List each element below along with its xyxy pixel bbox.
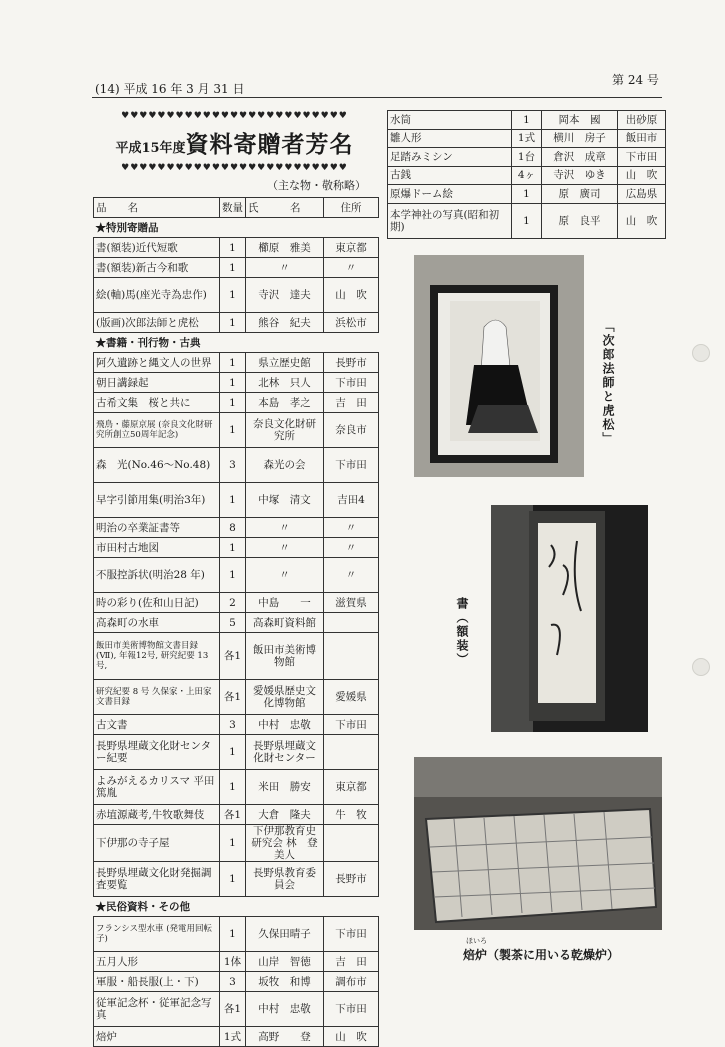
hoiro-illustration (414, 757, 662, 930)
section-folk: ★民俗資料・その他 (94, 897, 379, 917)
cell-addr: 牛 牧 (324, 805, 379, 825)
cell-donor: 中村 忠敬 (246, 715, 324, 735)
table-row (94, 715, 379, 735)
cell-donor: 大倉 隆夫 (246, 805, 324, 825)
cell-addr: 下市田 (618, 148, 666, 167)
cell-qty: 1 (220, 770, 246, 805)
cell-addr: 〃 (324, 538, 379, 558)
cell-donor: 熊谷 紀夫 (246, 313, 324, 333)
table-row (94, 373, 379, 393)
cell-item: 長野県埋蔵文化財センター紀要 (94, 735, 220, 770)
cell-item: 高森町の水車 (94, 613, 220, 633)
cell-qty: 1式 (220, 1027, 246, 1047)
cell-addr: 滋賀県 (324, 593, 379, 613)
table-row (94, 238, 379, 258)
cell-qty: 1 (512, 203, 542, 238)
cell-addr (324, 735, 379, 770)
cell-item: 古文書 (94, 715, 220, 735)
cell-donor: 原 廣司 (542, 185, 618, 204)
cell-addr: 〃 (324, 258, 379, 278)
binder-hole-bottom (692, 658, 710, 676)
cell-item: 原爆ドーム絵 (388, 185, 512, 204)
cell-donor: 山岸 智徳 (246, 952, 324, 972)
title-year: 平成15年度 (115, 141, 186, 156)
table-row (94, 413, 379, 448)
cell-addr: 東京都 (324, 238, 379, 258)
cell-qty: 1 (220, 393, 246, 413)
cell-item: 明治の卒業証書等 (94, 518, 220, 538)
cell-addr: 奈良市 (324, 413, 379, 448)
cell-addr: 山 吹 (324, 278, 379, 313)
cell-addr: 下市田 (324, 448, 379, 483)
photo-print (414, 255, 584, 477)
cell-qty: 3 (220, 448, 246, 483)
cell-addr (324, 633, 379, 680)
cell-donor: 森光の会 (246, 448, 324, 483)
cell-qty: 各1 (220, 992, 246, 1027)
cell-qty: 1 (220, 917, 246, 952)
cell-qty: 1 (220, 538, 246, 558)
cell-donor: 高野 登 (246, 1027, 324, 1047)
cell-item: 水筒 (388, 111, 512, 130)
header-row (94, 198, 379, 218)
cell-item: 従軍記念杯・従軍記念写真 (94, 992, 220, 1027)
cell-addr: 愛媛県 (324, 680, 379, 715)
cell-item: (版画)次郎法師と虎松 (94, 313, 220, 333)
cell-item: 絵(軸)馬(座光寺為忠作) (94, 278, 220, 313)
cell-item: 不服控訴状(明治28 年) (94, 558, 220, 593)
table-row (94, 353, 379, 373)
cell-qty: 2 (220, 593, 246, 613)
note: （主な物・敬称略） (267, 179, 366, 192)
donor-table-continued (387, 110, 666, 239)
cell-qty: 1体 (220, 952, 246, 972)
cell-addr: 山 吹 (618, 166, 666, 185)
cell-donor: 長野県教育委員会 (246, 862, 324, 897)
cell-qty: 1 (220, 258, 246, 278)
cell-donor: 坂牧 和博 (246, 972, 324, 992)
issue-date: (14) 平成 16 年 3 月 31 日 (95, 82, 245, 96)
cell-item: 雛人形 (388, 129, 512, 148)
cell-item: 早字引節用集(明治3年) (94, 483, 220, 518)
cell-addr: 出砂原 (618, 111, 666, 130)
cell-donor: 〃 (246, 558, 324, 593)
cell-donor: 下伊那教育史研究会 林 登美人 (246, 825, 324, 862)
cell-donor: 〃 (246, 258, 324, 278)
cell-donor: 櫛原 雅美 (246, 238, 324, 258)
title-block (97, 111, 372, 178)
cell-addr: 長野市 (324, 862, 379, 897)
caption-photo3-ruby: ほいろ (466, 937, 487, 945)
table-row (94, 278, 379, 313)
cell-addr: 〃 (324, 558, 379, 593)
cell-qty: 1式 (512, 129, 542, 148)
table-row (388, 148, 666, 167)
caption-photo1: 「次郎法師と虎松」 (601, 320, 615, 446)
cell-addr (324, 613, 379, 633)
section-books: ★書籍・刊行物・古典 (94, 333, 379, 353)
title-main: 資料寄贈者芳名 (185, 132, 354, 158)
cell-qty: 3 (220, 715, 246, 735)
table-row (388, 129, 666, 148)
table-row (94, 972, 379, 992)
cell-donor: 〃 (246, 538, 324, 558)
cell-qty: 1 (220, 825, 246, 862)
cell-donor: 米田 勝安 (246, 770, 324, 805)
cell-addr: 下市田 (324, 917, 379, 952)
table-row (94, 992, 379, 1027)
cell-qty: 1 (220, 353, 246, 373)
cell-addr: 下市田 (324, 715, 379, 735)
table-row (94, 393, 379, 413)
cell-item: よみがえるカリスマ 平田篤胤 (94, 770, 220, 805)
cell-donor: 県立歴史館 (246, 353, 324, 373)
cell-donor: 倉沢 成章 (542, 148, 618, 167)
cell-donor: 中塚 清文 (246, 483, 324, 518)
table-row (94, 735, 379, 770)
cell-addr: 山 吹 (618, 203, 666, 238)
cell-item: 長野県埋蔵文化財発掘調査要覧 (94, 862, 220, 897)
cell-item: 市田村古地図 (94, 538, 220, 558)
cell-qty: 1 (220, 558, 246, 593)
table-row (388, 203, 666, 238)
cell-donor: 愛媛県歴史文化博物館 (246, 680, 324, 715)
table-row (94, 825, 379, 862)
cell-donor: 寺沢 ゆき (542, 166, 618, 185)
cell-donor: 長野県埋蔵文化財センター (246, 735, 324, 770)
caption-photo3: 焙炉（製茶に用いる乾燥炉） (463, 948, 620, 962)
cell-item: 古希文集 桜と共に (94, 393, 220, 413)
photo-scroll (491, 505, 648, 732)
cell-donor: 中島 一 (246, 593, 324, 613)
cell-donor: 原 良平 (542, 203, 618, 238)
table-row (94, 448, 379, 483)
cell-qty: 各1 (220, 680, 246, 715)
cell-addr: 山 吹 (324, 1027, 379, 1047)
table-row (388, 111, 666, 130)
cell-addr: 浜松市 (324, 313, 379, 333)
cell-donor: 中村 忠敬 (246, 992, 324, 1027)
cell-item: 飛鳥・藤原京展 (奈良文化財研究所創立50周年記念) (94, 413, 220, 448)
cell-qty: 1 (220, 735, 246, 770)
cell-donor: 高森町資料館 (246, 613, 324, 633)
cell-addr (324, 825, 379, 862)
table-row (94, 1027, 379, 1047)
table-row (94, 633, 379, 680)
cell-item: 森 光(No.46〜No.48) (94, 448, 220, 483)
cell-addr: 東京都 (324, 770, 379, 805)
table-row (94, 952, 379, 972)
cell-donor: 本島 孝之 (246, 393, 324, 413)
cell-donor: 〃 (246, 518, 324, 538)
scroll-illustration (491, 505, 648, 732)
cell-item: 書(額装)近代短歌 (94, 238, 220, 258)
cell-qty: 1 (220, 238, 246, 258)
table-row (94, 593, 379, 613)
cell-item: 五月人形 (94, 952, 220, 972)
table-row (94, 518, 379, 538)
col-item: 品 名 (94, 198, 220, 218)
cell-qty: 各1 (220, 633, 246, 680)
header-rule (92, 97, 662, 98)
cell-item: 飯田市美術博物館文書目録(Ⅶ), 年報12号, 研究紀要 13 号, (94, 633, 220, 680)
table-row (94, 917, 379, 952)
cell-qty: 各1 (220, 805, 246, 825)
cell-item: 下伊那の寺子屋 (94, 825, 220, 862)
cell-addr: 広島県 (618, 185, 666, 204)
table-row (94, 862, 379, 897)
cell-qty: 8 (220, 518, 246, 538)
cell-item: 研究紀要 8 号 久保家・上田家文書目録 (94, 680, 220, 715)
donor-table (93, 197, 379, 1047)
cell-item: 時の彩り(佐和山日記) (94, 593, 220, 613)
cell-donor: 横川 房子 (542, 129, 618, 148)
col-qty: 数量 (220, 198, 246, 218)
table-row (94, 258, 379, 278)
cell-item: 足踏みミシン (388, 148, 512, 167)
cell-item: 古銭 (388, 166, 512, 185)
cell-qty: 1 (512, 111, 542, 130)
table-row (94, 680, 379, 715)
cell-addr: 調布市 (324, 972, 379, 992)
cell-qty: 1 (220, 862, 246, 897)
cell-qty: 1台 (512, 148, 542, 167)
cell-qty: 1 (512, 185, 542, 204)
table-row (94, 483, 379, 518)
cell-donor: 久保田晴子 (246, 917, 324, 952)
photo-hoiro (414, 757, 662, 930)
cell-donor: 北林 只人 (246, 373, 324, 393)
hearts-top: ♥♥♥♥♥♥♥♥♥♥♥♥♥♥♥♥♥♥♥♥♥♥♥♥♥ (121, 111, 348, 121)
cell-item: 書(額装)新古今和歌 (94, 258, 220, 278)
cell-addr: 吉 田 (324, 952, 379, 972)
col-donor: 氏 名 (246, 198, 324, 218)
col-addr: 住所 (324, 198, 379, 218)
cell-qty: 1 (220, 373, 246, 393)
cell-qty: 3 (220, 972, 246, 992)
cell-donor: 寺沢 達夫 (246, 278, 324, 313)
cell-donor: 岡本 國 (542, 111, 618, 130)
table-row (94, 770, 379, 805)
cell-item: 阿久遺跡と縄文人の世界 (94, 353, 220, 373)
cell-addr: 吉 田 (324, 393, 379, 413)
table-row (94, 805, 379, 825)
table-row (94, 538, 379, 558)
table-row (388, 185, 666, 204)
cell-addr: 長野市 (324, 353, 379, 373)
section-special: ★特別寄贈品 (94, 218, 379, 238)
table-row (94, 613, 379, 633)
table-row (94, 558, 379, 593)
cell-addr: 下市田 (324, 992, 379, 1027)
cell-item: フランシス型水車 (発電用回転子) (94, 917, 220, 952)
cell-qty: 1 (220, 278, 246, 313)
cell-item: 本学神社の写真(昭和初期) (388, 203, 512, 238)
cell-item: 軍服・船長服(上・下) (94, 972, 220, 992)
hearts-bottom: ♥♥♥♥♥♥♥♥♥♥♥♥♥♥♥♥♥♥♥♥♥♥♥♥♥ (121, 163, 348, 173)
cell-donor: 奈良文化財研究所 (246, 413, 324, 448)
table-row (94, 313, 379, 333)
cell-qty: 4ヶ (512, 166, 542, 185)
issue-number: 第 24 号 (612, 73, 659, 87)
print-illustration (414, 255, 584, 477)
cell-item: 朝日講録起 (94, 373, 220, 393)
cell-qty: 5 (220, 613, 246, 633)
cell-qty: 1 (220, 313, 246, 333)
cell-addr: 〃 (324, 518, 379, 538)
cell-qty: 1 (220, 413, 246, 448)
cell-donor: 飯田市美術博物館 (246, 633, 324, 680)
binder-hole-top (692, 344, 710, 362)
table-row (388, 166, 666, 185)
caption-photo2: 書（額装） (455, 597, 469, 667)
cell-addr: 下市田 (324, 373, 379, 393)
cell-addr: 飯田市 (618, 129, 666, 148)
cell-qty: 1 (220, 483, 246, 518)
cell-item: 焙炉 (94, 1027, 220, 1047)
cell-addr: 吉田4 (324, 483, 379, 518)
cell-item: 赤埴源蔵考,牛牧歌舞伎 (94, 805, 220, 825)
page-title (97, 126, 372, 159)
